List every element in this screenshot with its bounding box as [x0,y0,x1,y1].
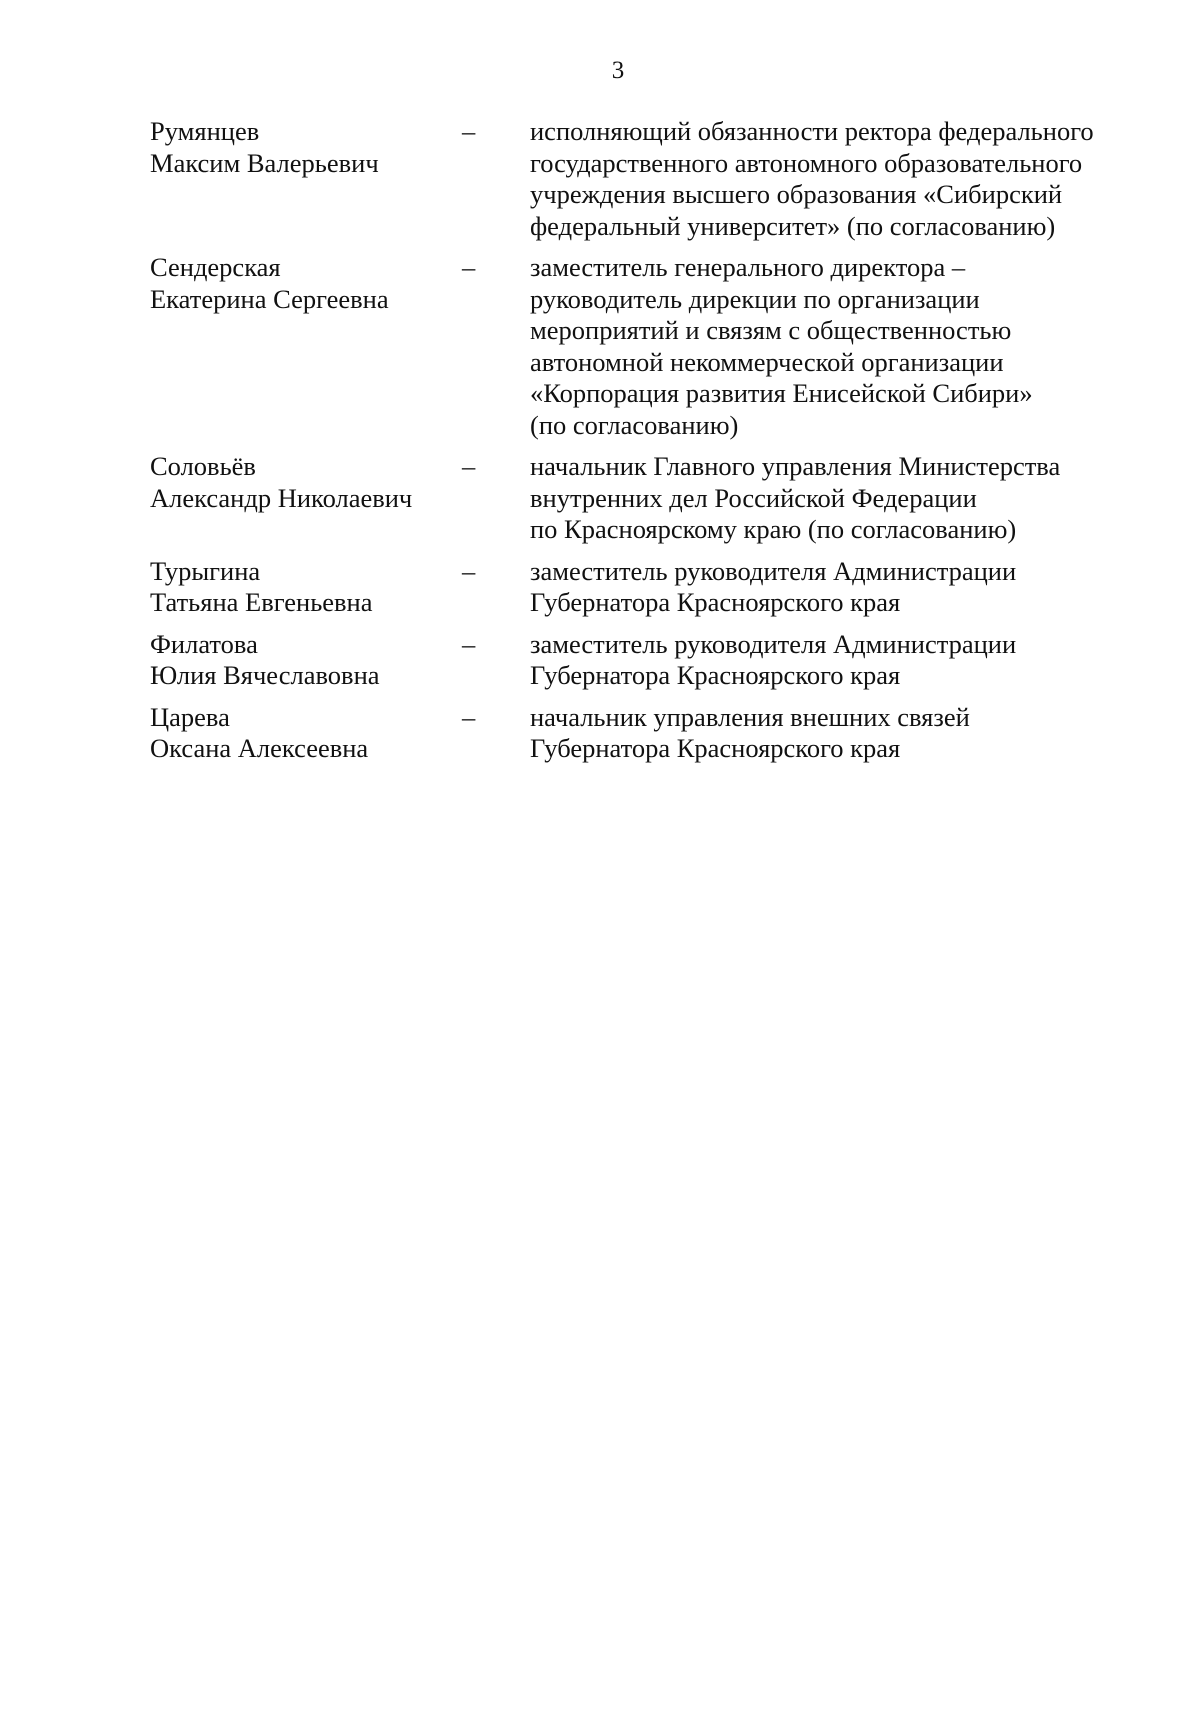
member-dash: – [462,116,476,146]
member-list [150,116,1110,775]
member-surname: Филатова [150,628,258,659]
member-entry-solovyov [150,451,1110,546]
member-position: заместитель руководителя Администрации Губернатора Красноярского края [530,628,1017,690]
member-given-names: Оксана Алексеевна [150,733,369,763]
member-position: заместитель руководителя Администрации Губернатора Красноярского края [530,555,1017,617]
member-surname: Румянцев [150,116,260,146]
member-dash: – [462,555,476,586]
member-given-names: Александр Николаевич [150,482,413,513]
member-position: начальник управления внешних связей Губернатора Красноярского края [530,701,970,763]
member-entry-senderskaya [150,252,1110,441]
member-name [150,252,462,441]
member-name [150,451,462,546]
member-position: исполняющий обязанности ректора федерального государственного автономного образовательного учреждения высшего образования «Сибирский федеральный университет» (по согласованию) [530,116,1094,241]
member-entry-tsareva [150,702,1110,765]
member-entry-filatova [150,629,1110,692]
member-given-names: Максим Валерьевич [150,147,379,178]
member-position: заместитель генерального директора – руководитель дирекции по организации мероприятий и связям с общественностью автономной некоммерческой организации «Корпорация развития Енисейской Сибири» (по согласованию) [530,252,1033,440]
page-number: 3 [611,57,625,84]
member-entry-rumyantsev [150,116,1110,242]
member-surname: Турыгина [150,555,261,586]
member-given-names: Татьяна Евгеньевна [150,587,373,617]
member-entry-turygina [150,556,1110,619]
member-surname: Соловьёв [150,451,256,481]
member-surname: Царева [150,701,230,732]
member-dash: – [462,628,476,659]
member-given-names: Юлия Вячеславовна [150,660,380,690]
member-dash: – [462,701,476,732]
member-dash: – [462,252,476,282]
member-surname: Сендерская [150,252,281,282]
member-name [150,629,462,692]
member-given-names: Екатерина Сергеевна [150,283,389,314]
member-name [150,556,462,619]
member-name [150,702,462,765]
member-position: начальник Главного управления Министерства внутренних дел Российской Федерации по Красноярскому краю (по согласованию) [530,451,1061,544]
member-name [150,116,462,242]
member-dash: – [462,451,476,481]
